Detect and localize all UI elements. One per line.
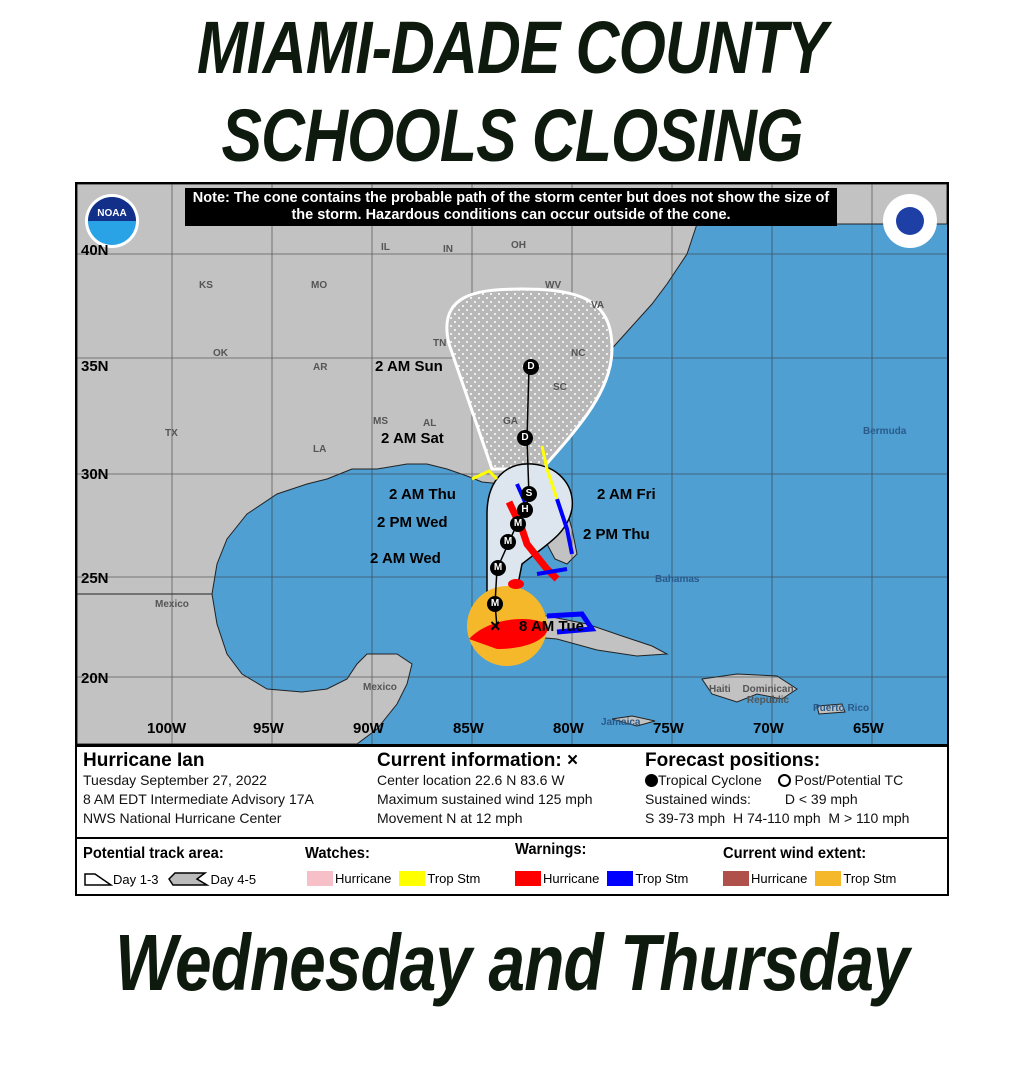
headline-line-3: Wednesday and Thursday xyxy=(115,918,909,1007)
current-info xyxy=(377,751,593,828)
legend-track-area: Potential track area: xyxy=(83,845,224,862)
advisory-number: 8 AM EDT Intermediate Advisory 17A xyxy=(83,791,314,807)
region-label: IN xyxy=(443,244,453,255)
region-label: LA xyxy=(313,444,327,455)
wind-categories: S 39-73 mph H 74-110 mph M > 110 mph xyxy=(645,810,910,826)
noaa-logo-icon: NOAA xyxy=(85,194,139,248)
region-label: IL xyxy=(381,242,390,253)
lat-label: 40N xyxy=(81,242,109,259)
region-label: AR xyxy=(313,362,328,373)
trop-storm-watch-swatch xyxy=(399,871,425,886)
forecast-point-marker: M xyxy=(490,560,506,576)
legend-warnings: Warnings: xyxy=(515,841,587,858)
current-info-title: Current information: × xyxy=(377,750,579,771)
forecast-point-marker: D xyxy=(517,430,533,446)
forecast-point-marker: D xyxy=(523,359,539,375)
storm-name: Hurricane Ian xyxy=(83,750,205,771)
day-4-5-cone-icon xyxy=(167,871,211,887)
cone-disclaimer-note: Note: The cone contains the probable path of the storm center but does not show the size of the storm. Hazardous conditions can occur outside of the cone. xyxy=(185,188,837,226)
forecast-positions-key: Forecast positions: Tropical Cyclone Post/Potential TC Sustained winds: D < 39 mph S 39-73 mph H 74-110 mph M > 110 mph xyxy=(645,750,910,826)
region-label: WV xyxy=(545,280,562,291)
forecast-point-marker: M xyxy=(510,516,526,532)
region-label: Mexico xyxy=(363,682,397,693)
lon-label: 90W xyxy=(353,720,384,737)
forecast-point-label: 2 AM Fri xyxy=(597,486,656,503)
map-legend: Potential track area: Day 1-3 Day 4-5 Watches: Hurricane Trop Stm Warnings: Hurricane Trop Stm Current wind extent: Hurricane Trop Stm xyxy=(83,841,897,887)
region-label: TN xyxy=(433,338,447,349)
advisory-info-panel xyxy=(77,747,947,839)
forecast-point-marker: M xyxy=(487,596,503,612)
region-label: KS xyxy=(199,280,213,291)
headline-line-2: SCHOOLS CLOSING xyxy=(221,94,803,177)
lon-label: 95W xyxy=(253,720,284,737)
day-1-3-cone-icon xyxy=(83,871,113,887)
forecast-point-marker: M xyxy=(500,534,516,550)
forecast-point-marker: S xyxy=(521,486,537,502)
max-wind: Maximum sustained wind 125 mph xyxy=(377,791,593,807)
region-label: Bahamas xyxy=(655,574,700,585)
forecast-positions-title: Forecast positions: xyxy=(645,750,821,771)
region-label: VA xyxy=(591,300,605,311)
region-label: Bermuda xyxy=(863,426,907,437)
forecast-point-label: 2 AM Sat xyxy=(381,430,444,447)
map-canvas xyxy=(77,184,947,744)
open-circle-icon xyxy=(778,774,791,787)
center-location: Center location 22.6 N 83.6 W xyxy=(377,772,565,788)
advisory-date: Tuesday September 27, 2022 xyxy=(83,772,267,788)
region-label: Mexico xyxy=(155,599,189,610)
hurricane-graphic xyxy=(75,182,949,896)
region-label: OH xyxy=(511,240,526,251)
region-label: Haiti xyxy=(709,684,731,695)
storm-info xyxy=(83,751,314,828)
hurricane-warning-swatch xyxy=(515,871,541,886)
lat-label: 20N xyxy=(81,670,109,687)
legend-wind-extent: Current wind extent: xyxy=(723,845,867,862)
region-label: Puerto Rico xyxy=(813,703,870,714)
lon-label: 70W xyxy=(753,720,784,737)
lon-label: 100W xyxy=(147,720,187,737)
region-label: TX xyxy=(165,428,178,439)
forecast-point-label: 2 PM Wed xyxy=(377,514,448,531)
lon-label: 85W xyxy=(453,720,484,737)
forecast-point-label: 8 AM Tue xyxy=(519,618,585,635)
lon-label: 80W xyxy=(553,720,584,737)
movement: Movement N at 12 mph xyxy=(377,810,523,826)
forecast-point-marker: H xyxy=(517,502,533,518)
forecast-cone-map xyxy=(77,184,947,747)
current-position-x-icon: × xyxy=(490,616,501,636)
advisory-source: NWS National Hurricane Center xyxy=(83,810,282,826)
region-label: NC xyxy=(571,348,586,359)
region-label: GA xyxy=(503,416,518,427)
region-label: OK xyxy=(213,348,228,359)
region-label: AL xyxy=(423,418,437,429)
headline-line-1: MIAMI-DADE COUNTY xyxy=(197,6,827,89)
lat-label: 25N xyxy=(81,570,109,587)
hurricane-wind-swatch xyxy=(723,871,749,886)
forecast-point-label: 2 AM Sun xyxy=(375,358,443,375)
lat-label: 30N xyxy=(81,466,109,483)
filled-circle-icon xyxy=(645,774,658,787)
lat-label: 35N xyxy=(81,358,109,375)
region-label: Dominican Republic xyxy=(742,684,794,706)
region-label: MS xyxy=(373,416,388,427)
hurricane-watch-swatch xyxy=(307,871,333,886)
region-label: SC xyxy=(553,382,567,393)
lon-label: 65W xyxy=(853,720,884,737)
nws-logo-icon xyxy=(883,194,937,248)
forecast-point-label: 2 AM Thu xyxy=(389,486,456,503)
legend-watches: Watches: xyxy=(305,845,370,862)
forecast-point-label: 2 AM Wed xyxy=(370,550,441,567)
forecast-point-label: 2 PM Thu xyxy=(583,526,650,543)
trop-storm-warning-swatch xyxy=(607,871,633,886)
lon-label: 75W xyxy=(653,720,684,737)
trop-storm-wind-swatch xyxy=(815,871,841,886)
region-label: MO xyxy=(311,280,328,291)
region-label: Jamaica xyxy=(601,717,641,728)
